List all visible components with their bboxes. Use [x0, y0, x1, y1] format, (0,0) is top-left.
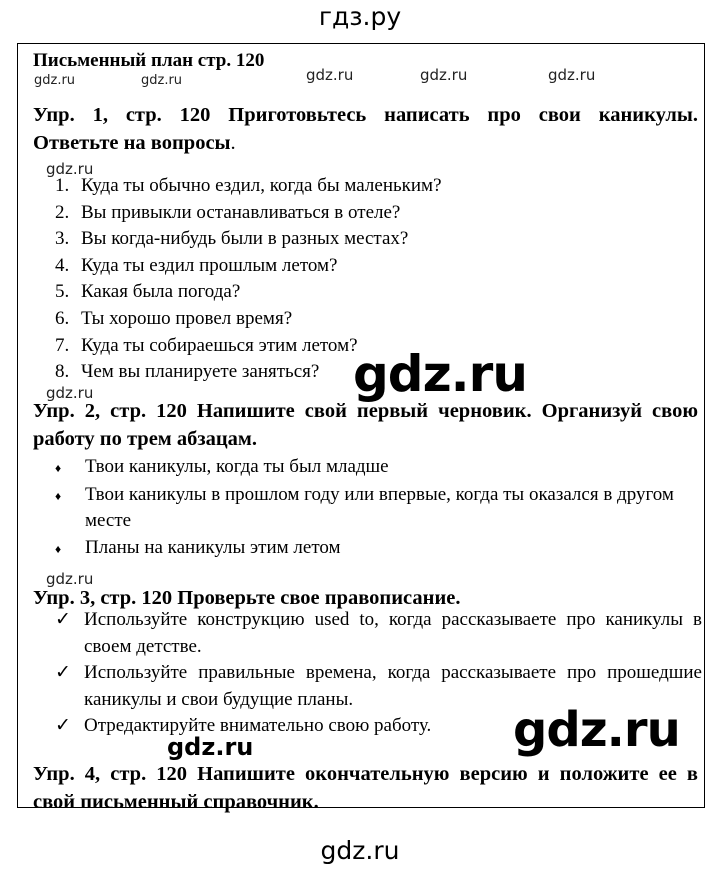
list-item	[55, 228, 442, 255]
diamond-icon: ♦	[55, 461, 62, 475]
question-text: Куда ты ездил прошлым летом?	[81, 254, 338, 276]
check-text: Используйте правильные времена, когда рассказываете про прошедшие каникулы и свои будущие планы.	[84, 662, 702, 710]
watermark-top: гдз.ру	[318, 2, 402, 31]
list-item	[55, 202, 442, 229]
question-text: Вы привыкли останавливаться в отеле?	[81, 201, 401, 223]
exercise-3-heading: Упр. 3, стр. 120 Проверьте свое правописание.	[33, 587, 461, 609]
question-number: 4.	[55, 254, 70, 276]
question-text: Куда ты собираешься этим летом?	[81, 334, 358, 356]
watermark-large: gdz.ru	[513, 702, 680, 758]
exercise-4-heading-line1: Упр. 4, стр. 120 Напишите окончательную версию и положите ее в	[33, 763, 698, 785]
exercise-1-heading	[33, 101, 698, 157]
exercise-4-heading-line2: свой письменный справочник.	[33, 791, 319, 813]
question-number: 1.	[55, 175, 70, 196]
watermark-small: gdz.ru	[548, 66, 596, 84]
question-number: 6.	[55, 307, 70, 329]
checkmark-icon: ✓	[55, 715, 71, 737]
checkmark-icon: ✓	[55, 609, 71, 630]
watermark-small: gdz.ru	[46, 160, 94, 178]
exercise-2-heading	[33, 397, 698, 453]
question-text: Чем вы планируете заняться?	[81, 361, 320, 383]
question-number: 8.	[55, 361, 70, 383]
question-number: 7.	[55, 334, 70, 356]
watermark-small: gdz.ru	[46, 570, 94, 588]
check-text: Используйте конструкцию used to, когда рассказываете про каникулы в своем детстве.	[84, 609, 702, 657]
plan-title: Письменный план стр. 120	[33, 50, 265, 71]
exercise-4-heading	[33, 760, 698, 816]
diamond-icon: ♦	[55, 488, 62, 503]
list-item	[55, 482, 705, 535]
watermark-small: gdz.ru	[420, 66, 468, 84]
watermark-large: gdz.ru	[353, 345, 527, 403]
question-number: 3.	[55, 228, 70, 250]
list-item	[55, 308, 442, 335]
list-item	[55, 255, 442, 282]
bullet-list	[55, 454, 705, 562]
question-text: Ты хорошо провел время?	[81, 307, 293, 329]
watermark-small: gdz.ru	[141, 73, 183, 88]
bullet-text: Твои каникулы в прошлом году или впервые, когда ты оказался в другом месте	[85, 483, 674, 532]
watermark-bottom: gdz.ru	[320, 836, 400, 865]
list-item	[55, 535, 705, 563]
exercise-1-heading-line1: Упр. 1, стр. 120 Приготовьтесь написать про свои каникулы.	[33, 104, 698, 126]
checkmark-icon: ✓	[55, 662, 71, 684]
bullet-text: Твои каникулы, когда ты был младше	[85, 456, 389, 477]
list-item	[55, 175, 442, 202]
exercise-2-heading-line2: работу по трем абзацам.	[33, 428, 258, 450]
watermark-small: gdz.ru	[306, 66, 354, 84]
list-item	[55, 281, 442, 308]
check-text: Отредактируйте внимательно свою работу.	[84, 715, 432, 737]
exercise-1-heading-end: .	[230, 132, 236, 154]
watermark-small: gdz.ru	[34, 73, 76, 88]
watermark-small: gdz.ru	[46, 384, 94, 402]
bullet-text: Планы на каникулы этим летом	[85, 536, 341, 558]
question-text: Какая была погода?	[81, 281, 241, 303]
watermark-medium: gdz.ru	[167, 733, 254, 761]
question-number: 2.	[55, 201, 70, 223]
question-text: Куда ты обычно ездил, когда бы маленьким?	[81, 175, 442, 196]
diamond-icon: ♦	[55, 541, 62, 556]
question-number: 5.	[55, 281, 70, 303]
exercise-2-heading-line1: Упр. 2, стр. 120 Напишите свой первый черновик. Организуй свою	[33, 400, 698, 422]
question-text: Вы когда-нибудь были в разных местах?	[81, 228, 409, 250]
exercise-1-heading-line2: Ответьте на вопросы	[33, 132, 231, 154]
list-item	[55, 454, 705, 482]
list-item	[55, 607, 702, 660]
